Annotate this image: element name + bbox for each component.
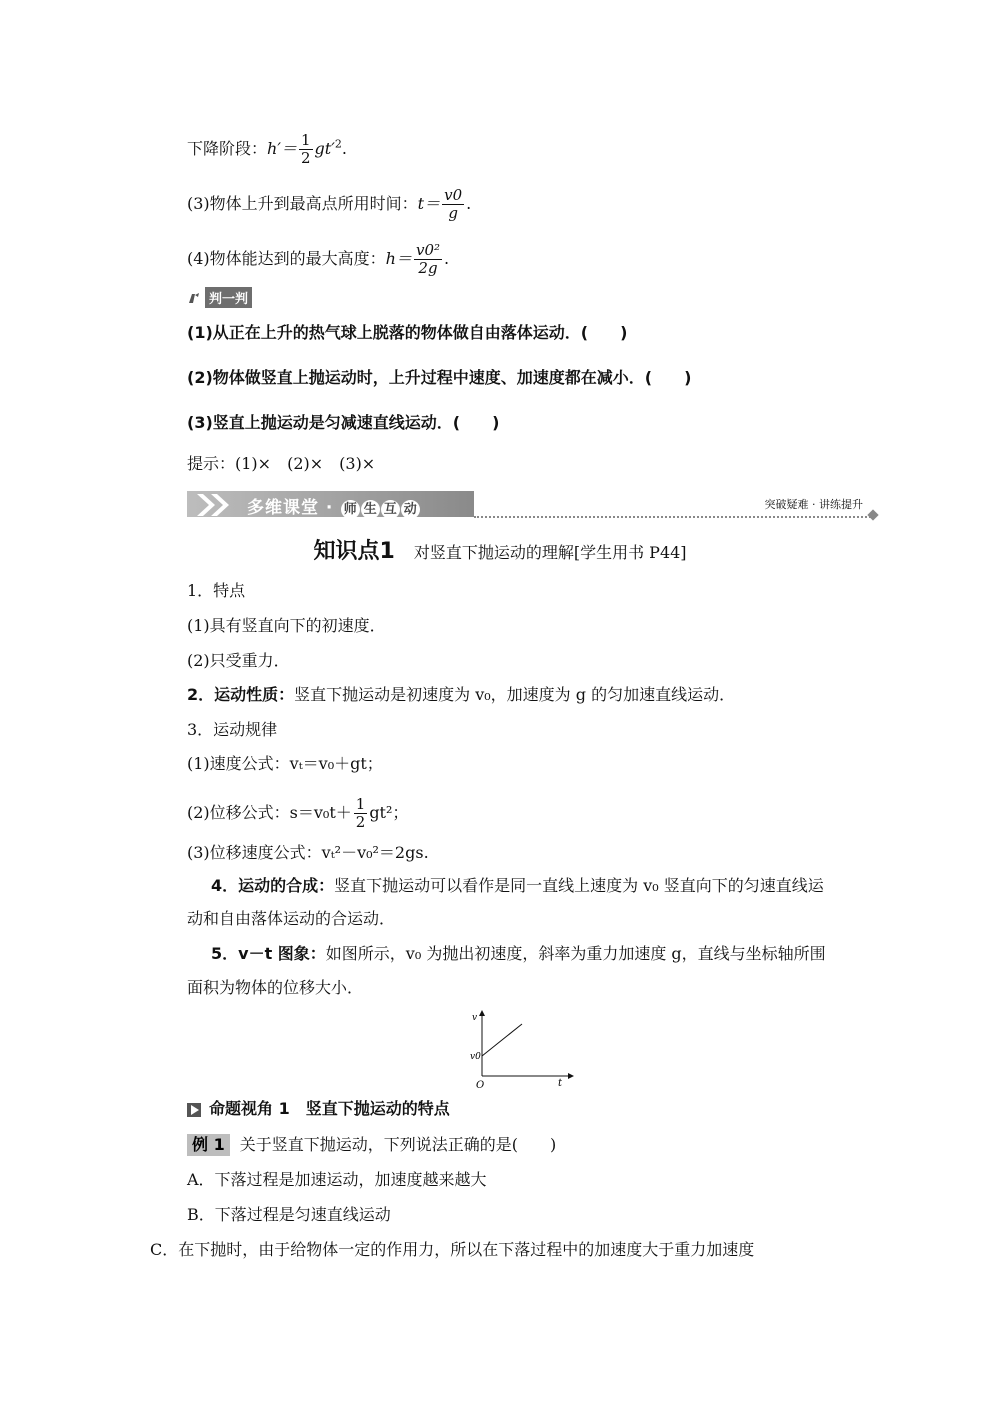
judge-label: 判一判 [205,287,252,308]
height-prefix: (4)物体能达到的最大高度： [187,249,386,268]
descent-denominator: 2 [300,149,311,167]
play-icon [187,1103,201,1117]
velocity-formula: (1)速度公式：vₜ＝v₀＋gt； [187,754,383,773]
descent-formula-line [187,132,347,167]
banner-char: 师 [341,500,360,519]
displacement-suffix: gt²； [369,803,409,822]
displacement-prefix: (2)位移公式：s＝v₀t＋ [187,803,352,822]
time-numerator: v0 [444,186,463,204]
judge-item-2: (2)物体做竖直上抛运动时，上升过程中速度、加速度都在减小．( ) [187,368,692,387]
descent-numerator: 1 [300,131,311,149]
banner-char: 动 [401,500,420,519]
example-tag: 例 1 [187,1134,230,1156]
example-stem [187,1134,556,1156]
vt-graph [468,1010,578,1090]
question-angle [187,1098,450,1120]
time-formula-line [187,187,471,222]
time-lhs: t＝ [417,194,441,213]
option-a: A．下落过程是加速运动，加速度越来越大 [187,1170,487,1189]
height-denominator: 2g [418,259,438,277]
height-fraction [414,242,442,277]
banner-title [247,493,420,519]
section-5-text-1: 如图所示，v₀ 为抛出初速度，斜率为重力加速度 g，直线与坐标轴所围 [325,944,826,963]
y-axis-label: v [472,1013,478,1023]
descent-sup: 2 [334,137,342,151]
height-lhs: h＝ [385,249,412,268]
origin-label: O [476,1080,485,1090]
descent-fraction [299,132,313,167]
v0-label: v0 [470,1052,481,1062]
height-formula-line [187,242,449,277]
displacement-formula [187,796,408,831]
section-3-heading: 3．运动规律 [187,720,278,739]
question-angle-text: 命题视角 1 竖直下抛运动的特点 [209,1099,450,1118]
knowledge-point-heading [0,534,1000,565]
section-2 [187,684,735,706]
banner-title-main: 多维课堂 [247,498,319,518]
time-denominator: g [448,204,458,222]
descent-rhs: gt′ [314,139,335,158]
banner-rule [474,516,874,518]
section-4-heading: 4．运动的合成： [211,876,335,895]
diamond-icon [867,509,878,520]
x-axis-label: t [558,1078,563,1089]
judge-hint: 提示：(1)× (2)× (3)× [187,454,376,473]
section-2-heading: 2．运动性质： [187,685,295,704]
time-prefix: (3)物体上升到最高点所用时间： [187,194,418,213]
section-4-text-1: 竖直下抛运动可以看作是同一直线上速度为 v₀ 竖直向下的匀速直线运 [334,876,824,895]
time-end: . [466,194,472,213]
x-axis-arrow [568,1073,574,1079]
pen-icon [187,291,201,305]
example-stem-text: 关于竖直下抛运动，下列说法正确的是( ) [239,1135,557,1154]
y-axis-arrow [479,1010,485,1016]
judge-item-3: (3)竖直上抛运动是匀减速直线运动．( ) [187,413,500,432]
section-5 [211,943,826,965]
time-fraction [442,187,464,222]
section-1-item-1: (1)具有竖直向下的初速度． [187,616,386,635]
section-banner [187,490,877,520]
option-c: C．在下抛时，由于给物体一定的作用力，所以在下落过程中的加速度大于重力加速度 [150,1240,755,1259]
descent-lhs: h′＝ [267,139,297,158]
descent-prefix: 下降阶段： [187,139,268,158]
velocity-line [482,1024,522,1056]
displacement-denominator: 2 [355,813,366,831]
displacement-fraction [354,796,368,831]
knowledge-point-title: 知识点1 [313,539,395,564]
option-b: B．下落过程是匀速直线运动 [187,1205,391,1224]
section-1-item-2: (2)只受重力． [187,651,290,670]
section-5-heading: 5．v－t 图象： [211,944,326,963]
section-1-heading: 1．特点 [187,581,246,600]
descent-end: . [341,139,347,158]
banner-char: 生 [361,500,380,519]
displacement-velocity-formula: (3)位移速度公式：vₜ²－v₀²＝2gs. [187,843,429,862]
banner-char: 互 [381,500,400,519]
banner-dot: · [325,498,334,518]
section-4-text-2: 动和自由落体运动的合运动． [187,909,396,928]
judge-item-1: (1)从正在上升的热气球上脱落的物体做自由落体运动．( ) [187,323,628,342]
knowledge-point-subtitle: 对竖直下抛运动的理解[学生用书 P44] [413,543,687,562]
displacement-numerator: 1 [355,795,366,813]
section-4 [211,875,824,897]
height-numerator: v0² [415,241,441,259]
banner-right-text: 突破疑难 · 讲练提升 [764,498,863,511]
judge-tag [187,287,252,308]
height-end: . [444,249,450,268]
section-5-text-2: 面积为物体的位移大小． [187,978,364,997]
section-2-text: 竖直下抛运动是初速度为 v₀，加速度为 g 的匀加速直线运动． [294,685,736,704]
chevrons-icon [195,492,239,518]
